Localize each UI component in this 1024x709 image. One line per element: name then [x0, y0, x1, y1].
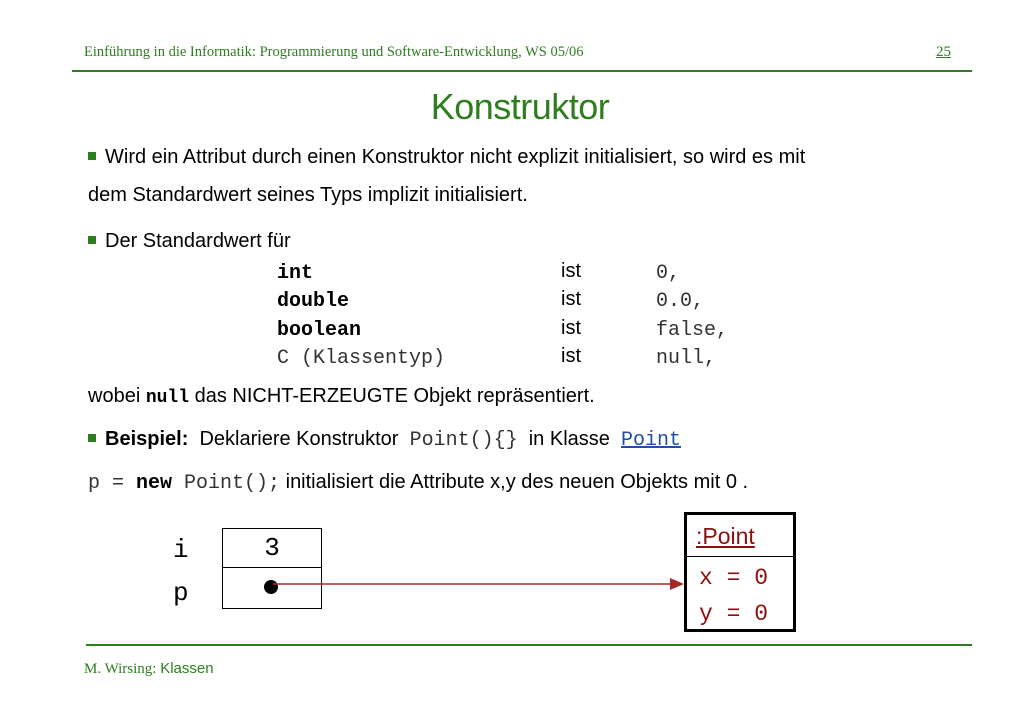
paragraph-1-line-2: dem Standardwert seines Typs implizit initialisiert.: [88, 184, 528, 206]
code-line: p = new Point(); initialisiert die Attribute x,y des neuen Objekts mit 0 .: [88, 471, 749, 495]
object-name: :Point: [696, 523, 755, 549]
ist-int: ist: [561, 260, 581, 282]
page-number: 25: [936, 44, 951, 60]
value-boolean: false,: [656, 319, 729, 342]
type-double: double: [277, 290, 350, 313]
attribute-x: x = 0: [699, 565, 769, 591]
footer: [84, 660, 214, 678]
value-class: null,: [656, 347, 717, 370]
attribute-y: y = 0: [699, 601, 769, 627]
slide-title: Konstruktor: [430, 86, 610, 127]
value-double: 0.0,: [656, 290, 705, 313]
reference-dot-icon: [264, 580, 278, 594]
variable-i-label: i: [173, 535, 189, 565]
null-explanation: wobei null das NICHT-ERZEUGTE Objekt repräsentiert.: [88, 385, 595, 408]
type-boolean: boolean: [277, 319, 362, 342]
class-point-link[interactable]: Point: [621, 429, 682, 452]
footer-topic: Klassen: [160, 660, 214, 677]
object-header: [687, 515, 793, 557]
paragraph-2: Der Standardwert für: [88, 230, 291, 253]
type-class: C (Klassentyp): [277, 347, 446, 370]
header-course-title: Einführung in die Informatik: Programmierung und Software-Entwicklung, WS 05/06: [84, 44, 584, 60]
point-object-box: [684, 512, 796, 632]
type-int: int: [277, 262, 314, 285]
paragraph-1-line-1: Wird ein Attribut durch einen Konstruktor nicht explizit initialisiert, so wird es mit: [88, 146, 805, 169]
example-line: Beispiel: Deklariere Konstruktor Point(){} in Klasse Point: [88, 428, 681, 452]
ist-class: ist: [561, 345, 581, 367]
arrow-head-icon: [670, 578, 684, 590]
ist-double: ist: [561, 288, 581, 310]
footer-divider: [86, 644, 972, 646]
footer-author: M. Wirsing:: [84, 661, 161, 677]
variable-p-label: p: [173, 578, 189, 608]
ist-boolean: ist: [561, 317, 581, 339]
variable-i-value: 3: [264, 533, 280, 563]
value-int: 0,: [656, 262, 681, 285]
